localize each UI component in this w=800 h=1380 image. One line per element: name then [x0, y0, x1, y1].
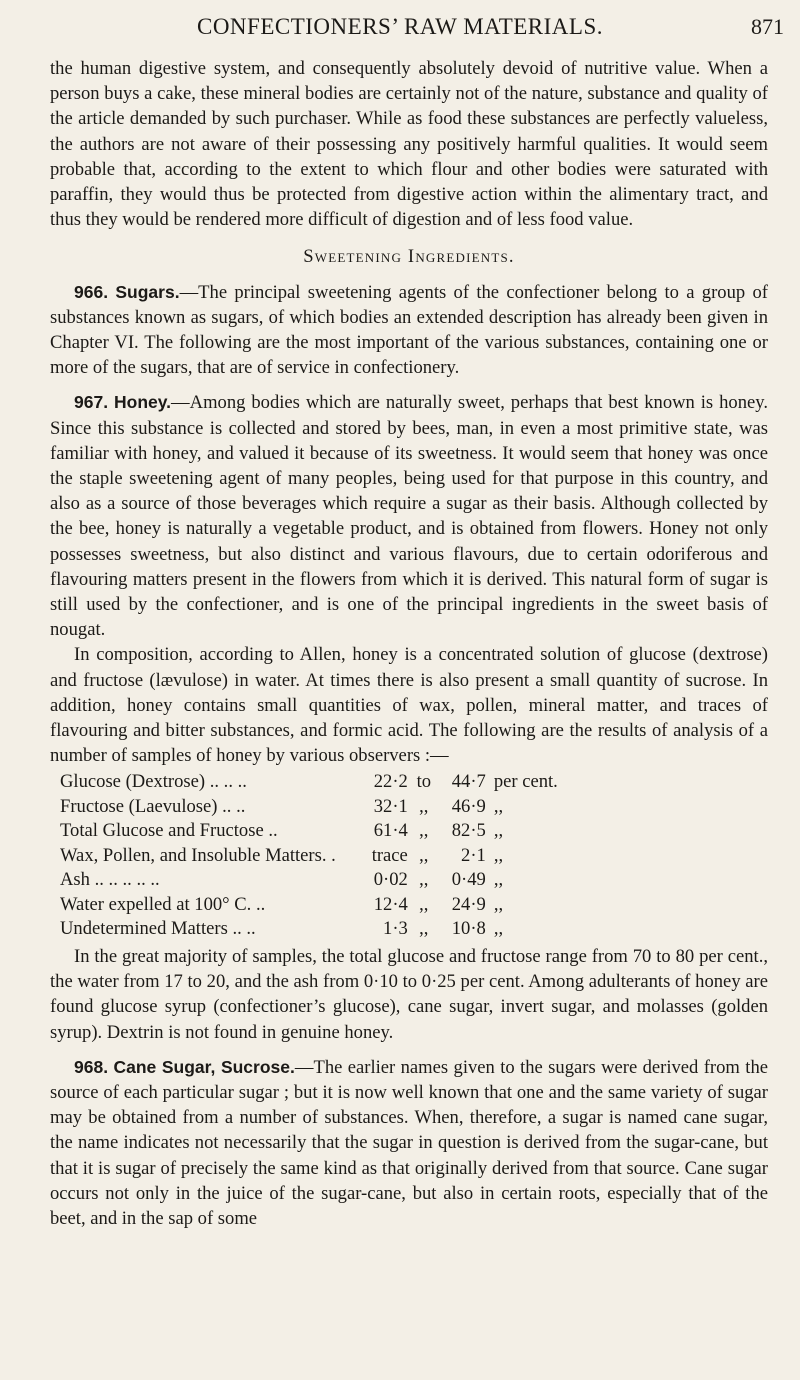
range-unit: ,,	[493, 795, 504, 817]
paragraph-title: Cane Sugar, Sucrose.	[113, 1056, 295, 1077]
table-row	[60, 868, 558, 893]
range-high: 0·49	[451, 869, 486, 891]
honey-range-paragraph: In the great majority of samples, the total glucose and fructose range from 70 to 80 per cent., the water from 17 to 20, and the ash from 0·10 to 0·25 per cent. Among adulterants of honey are found glucose syrup (confectioner’s glucose), cane sugar, invert sugar, and molasses (golden syrup). Dextrin is not found in genuine honey.	[50, 945, 768, 1043]
range-high: 2·1	[461, 844, 486, 866]
paragraph-966	[50, 280, 768, 381]
range-unit: ,,	[493, 844, 504, 866]
section-heading: Sweetening Ingredients.	[303, 246, 515, 268]
range-low: 12·4	[373, 893, 408, 915]
range-sep: ,,	[419, 844, 429, 866]
range-low: 32·1	[373, 795, 408, 817]
paragraph-title: Honey.	[114, 392, 172, 413]
range-low: 1·3	[383, 918, 408, 940]
range-unit: ,,	[493, 820, 504, 842]
range-unit: ,,	[493, 893, 504, 915]
component-name: Wax, Pollen, and Insoluble Matters. .	[60, 844, 336, 866]
paragraph-968	[50, 1055, 768, 1231]
range-unit: ,,	[493, 869, 504, 891]
paragraph-text: —The earlier names given to the sugars were derived from the source of each particular sugar ; but it is now well known that one and the same variety of sugar may be obtained from a number of substances. When, therefore, a sugar is named cane sugar, the name indicates not necessarily that the sugar in question is derived from the sugar-cane, but that it is sugar of precisely the same kind as that originally derived from that source. Cane sugar occurs not only in the juice of the sugar-cane, but also in certain roots, especially that of the beet, and in the sap of some	[50, 1056, 768, 1230]
range-sep: ,,	[419, 869, 429, 891]
paragraph-number: 967.	[74, 392, 109, 413]
component-name: Fructose (Laevulose) .. ..	[60, 795, 246, 817]
table-row	[60, 770, 558, 795]
component-name: Glucose (Dextrose) .. .. ..	[60, 771, 247, 793]
range-high: 82·5	[451, 820, 486, 842]
paragraph-text: —Among bodies which are naturally sweet, perhaps that best known is honey. Since this substance is collected and stored by bees, man, in even a most primitive state, was familiar with honey, and valued it because of its sweetness. It would seem that honey was once the staple sweetening agent of many peoples, being used for that purpose in this country, and also as a source of those beverages which require a sugar as their basis. Although collected by the bee, honey is naturally a vegetable product, and is obtained from flowers. Honey not only possesses sweetness, but also distinct and various flavours, due to certain odoriferous and flavouring matters present in the flowers from which it is derived. This natural form of sugar is still used by the confectioner, and is one of the principal ingredients in the sweet basis of nougat.	[50, 392, 768, 641]
intro-paragraph: the human digestive system, and consequently absolutely devoid of nutritive value. When a person buys a cake, these mineral bodies are certainly not of the nature, substance and quality of the article demanded by such purchaser. While as food these substances are perfectly valueless, the authors are not aware of their possessing any positively harmful qualities. It would seem probable that, according to the extent to which flour and other bodies were saturated with paraffin, they would thus be protected from digestive action within the alimentary tract, and thus they would be rendered more difficult of digestion and of less food value.	[50, 58, 768, 231]
paragraph-title: Sugars.	[115, 281, 180, 302]
range-unit: per cent.	[493, 771, 558, 793]
range-high: 46·9	[451, 795, 486, 817]
range-low: 61·4	[373, 820, 408, 842]
running-head	[0, 14, 800, 50]
page-number: 871	[751, 14, 784, 39]
table-row	[60, 917, 558, 942]
table-row	[60, 795, 558, 820]
range-sep: ,,	[419, 820, 429, 842]
table-row	[60, 844, 558, 869]
component-name: Total Glucose and Fructose ..	[60, 820, 278, 842]
range-high: 24·9	[451, 893, 486, 915]
range-low: 0·02	[373, 869, 408, 891]
range-low: trace	[371, 844, 408, 866]
component-name: Water expelled at 100° C. ..	[60, 893, 266, 915]
range-low: 22·2	[373, 771, 408, 793]
table-row	[60, 893, 558, 918]
component-name: Ash .. .. .. .. ..	[60, 869, 160, 891]
range-sep: ,,	[419, 918, 429, 940]
range-sep: to	[416, 771, 432, 793]
running-title: CONFECTIONERS’ RAW MATERIALS.	[196, 14, 604, 39]
paragraph-967	[50, 390, 768, 642]
honey-analysis-table	[60, 770, 558, 942]
range-high: 44·7	[451, 771, 486, 793]
paragraph-number: 966.	[74, 281, 109, 302]
body-text	[50, 56, 768, 1231]
paragraph-number: 968.	[74, 1056, 109, 1077]
range-sep: ,,	[419, 893, 429, 915]
range-high: 10·8	[451, 918, 486, 940]
honey-composition-paragraph: In composition, according to Allen, honey is a concentrated solution of glucose (dextrose) and fructose (lævulose) in water. At times there is also present a small quantity of sucrose. In addition, honey contains small quantities of wax, pollen, mineral matter, and traces of flavouring and bitter substances, and formic acid. The following are the results of analysis of a number of samples of honey by various observers :—	[50, 644, 768, 767]
range-unit: ,,	[493, 918, 504, 940]
component-name: Undetermined Matters .. ..	[60, 918, 256, 940]
table-row	[60, 819, 558, 844]
range-sep: ,,	[419, 795, 429, 817]
paragraph-text: —The principal sweetening agents of the confectioner belong to a group of substances known as sugars, of which bodies an extended description has already been given in Chapter VI. The following are the most important of the various substances, containing one or more of the sugars, that are of service in confectionery.	[50, 281, 768, 379]
